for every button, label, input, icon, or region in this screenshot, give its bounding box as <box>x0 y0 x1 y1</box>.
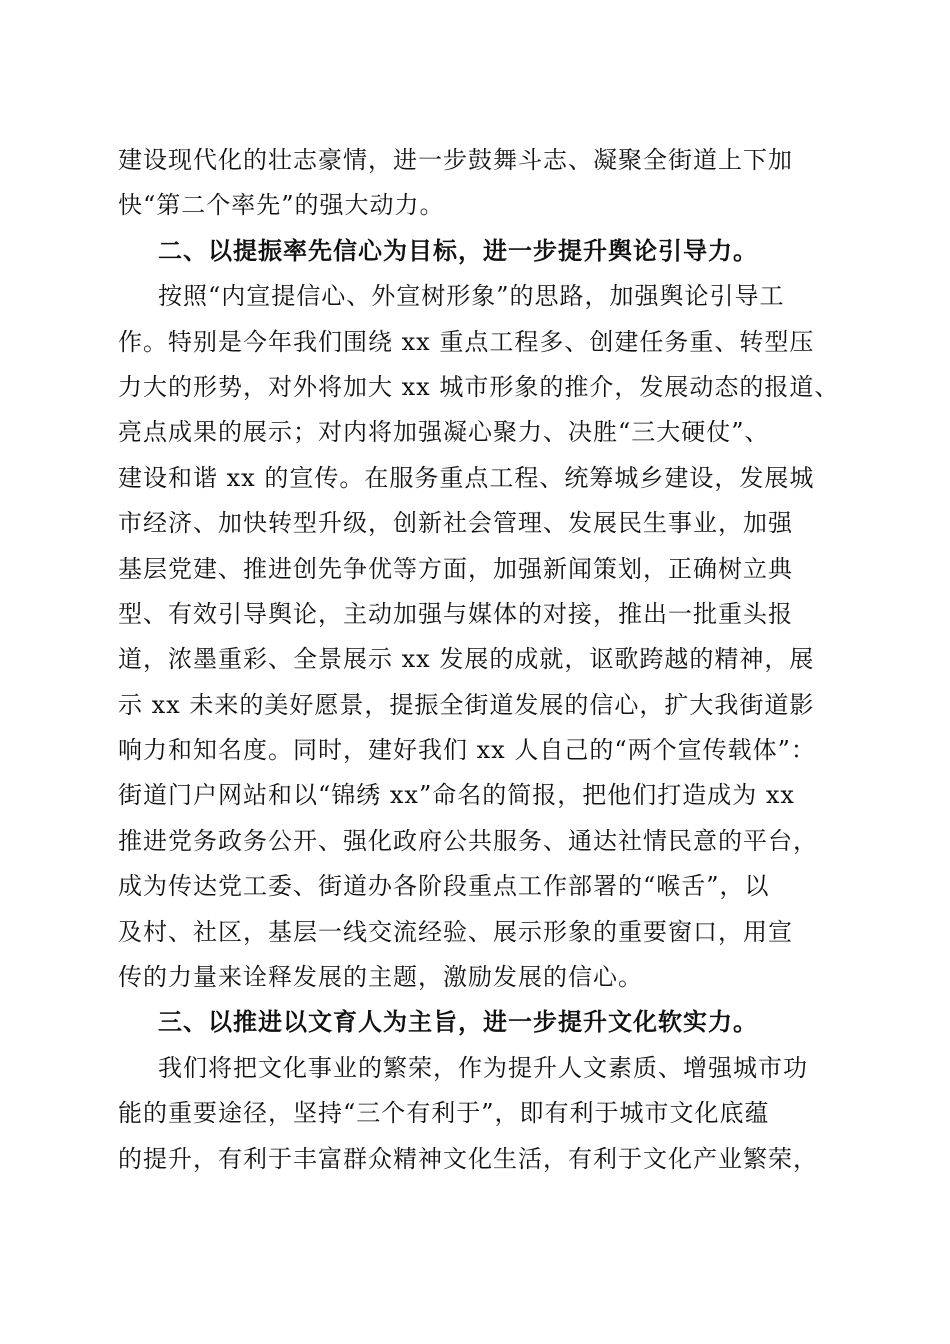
body-line: 型、有效引导舆论，主动加强与媒体的对接，推出一批重头报 <box>118 599 793 628</box>
body-line: 传的力量来诠释发展的主题，激励发展的信心。 <box>118 963 643 992</box>
body-line: 基层党建、推进创先争优等方面，加强新闻策划，正确树立典 <box>118 554 793 583</box>
body-line: 建设现代化的壮志豪情，进一步鼓舞斗志、凝聚全街道上下加 <box>118 146 793 174</box>
section-heading-3: 三、以推进以文育人为主旨，进一步提升文化软实力。 <box>158 1008 758 1037</box>
body-line: 快“第二个率先”的强大动力。 <box>118 191 445 220</box>
body-line: 及村、社区，基层一线交流经验、展示形象的重要窗口，用宣 <box>118 917 793 946</box>
body-line: 成为传达党工委、街道办各阶段重点工作部署的“喉舌”，以 <box>118 872 770 901</box>
body-line: 示 xx 未来的美好愿景，提振全街道发展的信心，扩大我街道影 <box>118 690 815 719</box>
document-body <box>118 138 838 1182</box>
body-line: 响力和知名度。同时，建好我们 xx 人自己的“两个宣传载体”： <box>118 736 816 765</box>
paragraph-first-line: 按照“内宣提信心、外宣树形象”的思路，加强舆论引导工 <box>158 282 785 311</box>
body-line: 亮点成果的展示；对内将加强凝心聚力、决胜“三大硬仗”、 <box>118 418 770 447</box>
body-line: 作。特别是今年我们围绕 xx 重点工程多、创建任务重、转型压 <box>118 327 815 356</box>
body-line: 街道门户网站和以“锦绣 xx”命名的简报，把他们打造成为 xx <box>118 781 795 810</box>
body-line: 建设和谐 xx 的宣传。在服务重点工程、统筹城乡建设，发展城 <box>118 463 815 492</box>
paragraph-first-line: 我们将把文化事业的繁荣，作为提升人文素质、增强城市功 <box>158 1053 808 1082</box>
body-line: 推进党务政务公开、强化政府公共服务、通达社情民意的平台， <box>118 826 818 855</box>
body-line: 市经济、加快转型升级，创新社会管理、发展民生事业，加强 <box>118 509 793 538</box>
body-line: 的提升，有利于丰富群众精神文化生活，有利于文化产业繁荣， <box>118 1144 818 1173</box>
body-line: 道，浓墨重彩、全景展示 xx 发展的成就，讴歌跨越的精神，展 <box>118 645 815 674</box>
body-line: 能的重要途径，坚持“三个有利于”，即有利于城市文化底蕴 <box>118 1099 770 1128</box>
section-heading-2: 二、以提振率先信心为目标，进一步提升舆论引导力。 <box>158 236 758 265</box>
body-line: 力大的形势，对外将加大 xx 城市形象的推介，发展动态的报道、 <box>118 372 840 401</box>
